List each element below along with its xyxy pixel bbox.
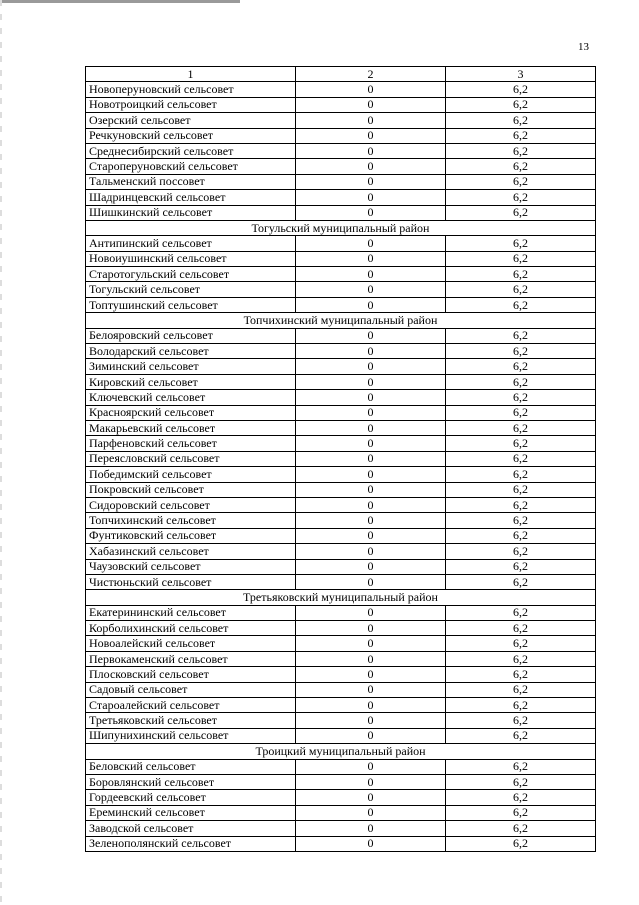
column-3-value: 6,2 [446,174,596,189]
table-body [86,82,596,852]
column-3-value: 6,2 [446,713,596,728]
settlement-name-cell: Макарьевский сельсовет [86,420,296,435]
table-row [86,482,596,497]
column-3-value: 6,2 [446,759,596,774]
settlement-name-cell: Гордеевский сельсовет [86,790,296,805]
column-3-value: 6,2 [446,420,596,435]
settlement-name-cell: Ключевский сельсовет [86,390,296,405]
column-3-value: 6,2 [446,621,596,636]
scan-edge-marks [0,0,2,905]
settlement-name-cell: Староалейский сельсовет [86,698,296,713]
table-row [86,528,596,543]
column-2-value: 0 [296,205,446,220]
table-row [86,605,596,620]
column-3-value: 6,2 [446,436,596,451]
column-3-value: 6,2 [446,113,596,128]
table-row [86,359,596,374]
settlement-name-cell: Шадринцевский сельсовет [86,190,296,205]
settlement-name-cell: Зеленополянский сельсовет [86,836,296,851]
table-row [86,159,596,174]
column-3-value: 6,2 [446,667,596,682]
settlement-name-cell: Зиминский сельсовет [86,359,296,374]
column-2-value: 0 [296,82,446,97]
column-3-value: 6,2 [446,636,596,651]
settlement-name-cell: Староперуновский сельсовет [86,159,296,174]
table-row [86,267,596,282]
settlement-name-cell: Плосковский сельсовет [86,667,296,682]
column-2-value: 0 [296,482,446,497]
column-2-value: 0 [296,174,446,189]
settlement-name-cell: Шишкинский сельсовет [86,205,296,220]
table-header-row [86,67,596,82]
settlement-name-cell: Шипунихинский сельсовет [86,728,296,743]
column-2-value: 0 [296,190,446,205]
settlement-name-cell: Хабазинский сельсовет [86,544,296,559]
table-row [86,513,596,528]
column-3-value: 6,2 [446,728,596,743]
column-3-value: 6,2 [446,374,596,389]
settlement-name-cell: Ереминский сельсовет [86,805,296,820]
settlement-name-cell: Екатерининский сельсовет [86,605,296,620]
table-row [86,344,596,359]
table-row [86,236,596,251]
district-section-title: Топчихинский муниципальный район [86,313,596,328]
table-row [86,390,596,405]
column-2-value: 0 [296,621,446,636]
table-row [86,713,596,728]
column-3-value: 6,2 [446,405,596,420]
settlement-name-cell: Володарский сельсовет [86,344,296,359]
column-3-value: 6,2 [446,821,596,836]
column-3-value: 6,2 [446,236,596,251]
column-2-value: 0 [296,713,446,728]
column-2-value: 0 [296,436,446,451]
table-row [86,651,596,666]
table-row [86,636,596,651]
settlement-name-cell: Новоиушинский сельсовет [86,251,296,266]
column-3-value: 6,2 [446,390,596,405]
page-number: 13 [578,41,589,53]
table-row [86,190,596,205]
column-2-value: 0 [296,651,446,666]
column-3-value: 6,2 [446,251,596,266]
section-header-row [86,313,596,328]
table-row [86,621,596,636]
settlement-name-cell: Боровлянский сельсовет [86,774,296,789]
column-2-value: 0 [296,513,446,528]
settlement-name-cell: Озерский сельсовет [86,113,296,128]
column-2-value: 0 [296,574,446,589]
column-2-value: 0 [296,605,446,620]
column-3-value: 6,2 [446,482,596,497]
table-row [86,836,596,851]
allocation-table [85,66,596,852]
table-row [86,297,596,312]
settlement-name-cell: Среднесибирский сельсовет [86,143,296,158]
table-row [86,805,596,820]
district-section-title: Тогульский муниципальный район [86,220,596,235]
column-2-value: 0 [296,559,446,574]
settlement-name-cell: Тальменский поссовет [86,174,296,189]
column-2-value: 0 [296,528,446,543]
column-3-value: 6,2 [446,297,596,312]
column-2-value: 0 [296,805,446,820]
table-row [86,559,596,574]
table-row [86,821,596,836]
district-section-title: Троицкий муниципальный район [86,744,596,759]
column-header-1: 1 [86,67,296,82]
column-2-value: 0 [296,251,446,266]
settlement-name-cell: Чистюньский сельсовет [86,574,296,589]
column-2-value: 0 [296,774,446,789]
column-2-value: 0 [296,544,446,559]
settlement-name-cell: Победимский сельсовет [86,467,296,482]
table-row [86,328,596,343]
column-3-value: 6,2 [446,328,596,343]
column-2-value: 0 [296,821,446,836]
settlement-name-cell: Речкуновский сельсовет [86,128,296,143]
column-3-value: 6,2 [446,805,596,820]
settlement-name-cell: Новоперуновский сельсовет [86,82,296,97]
column-3-value: 6,2 [446,359,596,374]
column-3-value: 6,2 [446,651,596,666]
column-3-value: 6,2 [446,97,596,112]
column-2-value: 0 [296,759,446,774]
column-2-value: 0 [296,636,446,651]
table-row [86,451,596,466]
settlement-name-cell: Старотогульский сельсовет [86,267,296,282]
table-row [86,497,596,512]
column-2-value: 0 [296,667,446,682]
column-2-value: 0 [296,282,446,297]
settlement-name-cell: Покровский сельсовет [86,482,296,497]
table-row [86,698,596,713]
column-3-value: 6,2 [446,513,596,528]
table-row [86,82,596,97]
column-3-value: 6,2 [446,451,596,466]
column-2-value: 0 [296,236,446,251]
column-3-value: 6,2 [446,143,596,158]
table-row [86,374,596,389]
column-2-value: 0 [296,682,446,697]
column-3-value: 6,2 [446,205,596,220]
settlement-name-cell: Садовый сельсовет [86,682,296,697]
settlement-name-cell: Чаузовский сельсовет [86,559,296,574]
column-2-value: 0 [296,405,446,420]
column-3-value: 6,2 [446,528,596,543]
column-3-value: 6,2 [446,267,596,282]
table-row [86,467,596,482]
settlement-name-cell: Антипинский сельсовет [86,236,296,251]
column-3-value: 6,2 [446,559,596,574]
table-row [86,436,596,451]
column-3-value: 6,2 [446,159,596,174]
settlement-name-cell: Новоалейский сельсовет [86,636,296,651]
column-2-value: 0 [296,128,446,143]
column-header-3: 3 [446,67,596,82]
column-2-value: 0 [296,836,446,851]
column-2-value: 0 [296,267,446,282]
settlement-name-cell: Беловский сельсовет [86,759,296,774]
settlement-name-cell: Заводской сельсовет [86,821,296,836]
settlement-name-cell: Кировский сельсовет [86,374,296,389]
column-3-value: 6,2 [446,282,596,297]
settlement-name-cell: Корболихинский сельсовет [86,621,296,636]
settlement-name-cell: Парфеновский сельсовет [86,436,296,451]
column-2-value: 0 [296,467,446,482]
table-row [86,174,596,189]
settlement-name-cell: Переясловский сельсовет [86,451,296,466]
column-2-value: 0 [296,497,446,512]
table-row [86,282,596,297]
settlement-name-cell: Третьяковский сельсовет [86,713,296,728]
column-header-2: 2 [296,67,446,82]
column-2-value: 0 [296,390,446,405]
column-3-value: 6,2 [446,682,596,697]
table-row [86,405,596,420]
table-row [86,113,596,128]
table-row [86,759,596,774]
table-row [86,97,596,112]
column-3-value: 6,2 [446,344,596,359]
column-3-value: 6,2 [446,82,596,97]
settlement-name-cell: Новотроицкий сельсовет [86,97,296,112]
section-header-row [86,220,596,235]
table-row [86,420,596,435]
scan-border-line [0,0,240,3]
column-3-value: 6,2 [446,190,596,205]
section-header-row [86,744,596,759]
column-2-value: 0 [296,790,446,805]
table-row [86,128,596,143]
column-2-value: 0 [296,728,446,743]
column-3-value: 6,2 [446,774,596,789]
settlement-name-cell: Фунтиковский сельсовет [86,528,296,543]
table-row [86,205,596,220]
column-3-value: 6,2 [446,128,596,143]
column-3-value: 6,2 [446,836,596,851]
settlement-name-cell: Красноярский сельсовет [86,405,296,420]
column-2-value: 0 [296,374,446,389]
district-section-title: Третьяковский муниципальный район [86,590,596,605]
table-row [86,251,596,266]
column-3-value: 6,2 [446,497,596,512]
column-3-value: 6,2 [446,605,596,620]
column-3-value: 6,2 [446,544,596,559]
column-2-value: 0 [296,328,446,343]
table-row [86,544,596,559]
settlement-name-cell: Топчихинский сельсовет [86,513,296,528]
column-2-value: 0 [296,97,446,112]
settlement-name-cell: Белояровский сельсовет [86,328,296,343]
settlement-name-cell: Топтушинский сельсовет [86,297,296,312]
column-3-value: 6,2 [446,574,596,589]
column-2-value: 0 [296,420,446,435]
table-row [86,574,596,589]
column-2-value: 0 [296,359,446,374]
settlement-name-cell: Тогульский сельсовет [86,282,296,297]
column-3-value: 6,2 [446,790,596,805]
column-3-value: 6,2 [446,467,596,482]
column-2-value: 0 [296,113,446,128]
settlement-name-cell: Первокаменский сельсовет [86,651,296,666]
column-3-value: 6,2 [446,698,596,713]
settlement-name-cell: Сидоровский сельсовет [86,497,296,512]
column-2-value: 0 [296,143,446,158]
column-2-value: 0 [296,451,446,466]
table-row [86,667,596,682]
table-row [86,682,596,697]
table-row [86,728,596,743]
column-2-value: 0 [296,159,446,174]
table-row [86,790,596,805]
section-header-row [86,590,596,605]
column-2-value: 0 [296,297,446,312]
table-row [86,774,596,789]
column-2-value: 0 [296,698,446,713]
column-2-value: 0 [296,344,446,359]
table-row [86,143,596,158]
